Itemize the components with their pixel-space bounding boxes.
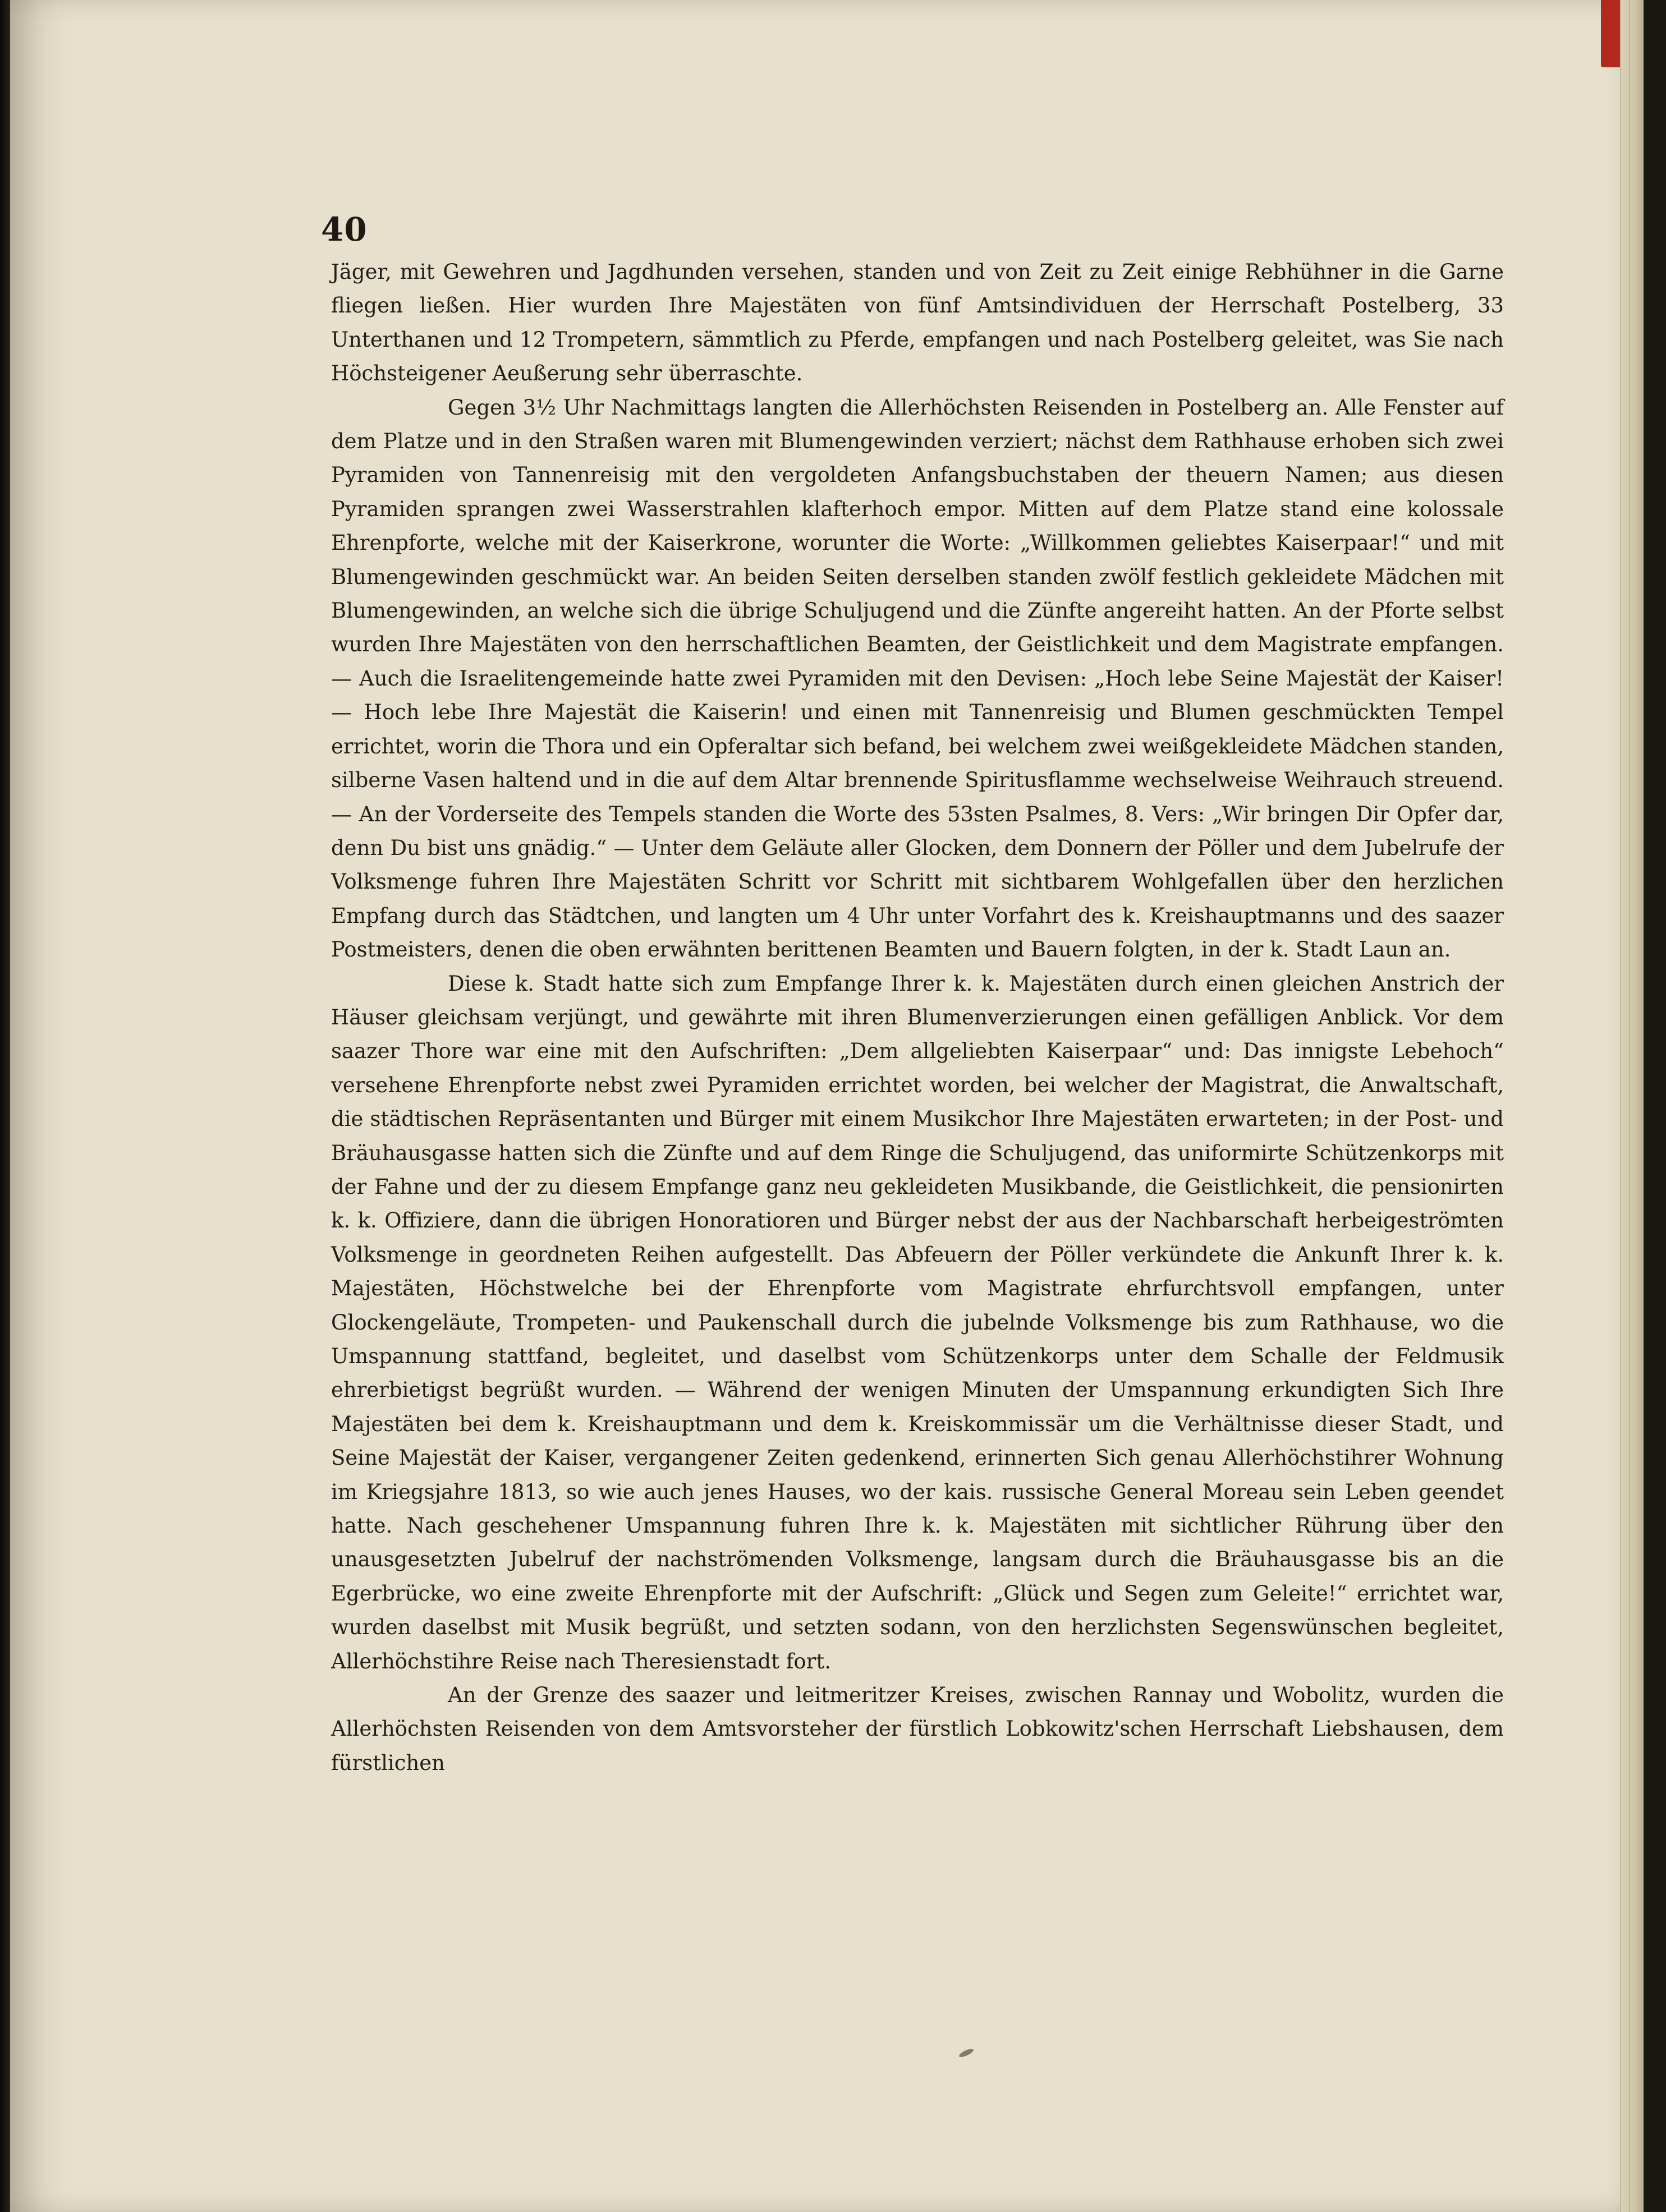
book-spine-edge — [0, 0, 10, 2212]
page-number: 40 — [321, 210, 368, 249]
paragraph-4: An der Grenze des saazer und leitmeritzer Kreises, zwischen Rannay und Wobolitz, wurden die Allerhöchsten Reisenden von dem Amtsvorsteher der fürstlich Lobkowitz'schen Herrschaft Liebshausen, dem fürstlichen — [331, 1683, 1504, 1775]
page-stack-edge — [1620, 0, 1644, 2212]
bookmark-tab — [1601, 0, 1621, 67]
paragraph-2: Gegen 3½ Uhr Nachmittags langten die Allerhöchsten Reisenden in Postelberg an. Alle Fenster auf dem Platze und in den Straßen waren mit Blumengewinden verziert; nächst dem Rathhause erhoben sich zwei Pyramiden von Tannenreisig mit den vergoldeten Anfangsbuchstaben der theuern Namen; aus diesen Pyramiden sprangen zwei Wasserstrahlen klafterhoch empor. Mitten auf dem Platze stand eine kolossale Ehrenpforte, welche mit der Kaiserkrone, worunter die Worte: „Willkommen geliebtes Kaiserpaar!“ und mit Blumengewinden geschmückt war. An beiden Seiten derselben standen zwölf festlich gekleidete Mädchen mit Blumengewinden, an welche sich die übrige Schuljugend und die Zünfte angereiht hatten. An der Pforte selbst wurden Ihre Majestäten von den herrschaftlichen Beamten, der Geistlichkeit und dem Magistrate empfangen. — Auch die Israelitengemeinde hatte zwei Pyramiden mit den Devisen: „Hoch lebe Seine Majestät der Kaiser! — Hoch lebe Ihre Majestät die Kaiserin! und einen mit Tannenreisig und Blumen geschmückten Tempel errichtet, worin die Thora und ein Opferaltar sich befand, bei welchem zwei weißgekleidete Mädchen standen, silberne Vasen haltend und in die auf dem Altar brennende Spiritusflamme wechselweise Weihrauch streuend. — An der Vorderseite des Tempels standen die Worte des 53sten Psalmes, 8. Vers: „Wir bringen Dir Opfer dar, denn Du bist uns gnädig.“ — Unter dem Geläute aller Glocken, dem Donnern der Pöller und dem Jubelrufe der Volksmenge fuhren Ihre Majestäten Schritt vor Schritt mit sichtbarem Wohlgefallen über den herzlichen Empfang durch das Städtchen, und langten um 4 Uhr unter Vorfahrt des k. Kreishauptmanns und des saazer Postmeisters, denen die oben erwähnten berittenen Beamten und Bauern folgten, in der k. Stadt Laun an. — [331, 395, 1504, 962]
body-text — [331, 255, 1504, 1780]
paragraph-1: Jäger, mit Gewehren und Jagdhunden versehen, standen und von Zeit zu Zeit einige Rebhühner in die Garne fliegen ließen. Hier wurden Ihre Majestäten von fünf Amtsindividuen der Herrschaft Postelberg, 33 Unterthanen und 12 Trompetern, sämmtlich zu Pferde, empfangen und nach Postelberg geleitet, was Sie nach Höchsteigener Aeußerung sehr überraschte. — [331, 260, 1504, 386]
paragraph-3: Diese k. Stadt hatte sich zum Empfange Ihrer k. k. Majestäten durch einen gleichen Anstrich der Häuser gleichsam verjüngt, und gewährte mit ihren Blumenverzierungen einen gefälligen Anblick. Vor dem saazer Thore war eine mit den Aufschriften: „Dem allgeliebten Kaiserpaar“ und: Das innigste Lebehoch“ versehene Ehrenpforte nebst zwei Pyramiden errichtet worden, bei welcher der Magistrat, die Anwaltschaft, die städtischen Repräsentanten und Bürger mit einem Musikchor Ihre Majestäten erwarteten; in der Post- und Bräuhausgasse hatten sich die Zünfte und auf dem Ringe die Schuljugend, das uniformirte Schützenkorps mit der Fahne und der zu diesem Empfange ganz neu gekleideten Musikbande, die Geistlichkeit, die pensionirten k. k. Offiziere, dann die übrigen Honoratioren und Bürger nebst der aus der Nachbarschaft herbeigeströmten Volksmenge in geordneten Reihen aufgestellt. Das Abfeuern der Pöller verkündete die Ankunft Ihrer k. k. Majestäten, Höchstwelche bei der Ehrenpforte vom Magistrate ehrfurchtsvoll empfangen, unter Glockengeläute, Trompeten- und Paukenschall durch die jubelnde Volksmenge bis zum Rathhause, wo die Umspannung stattfand, begleitet, und daselbst vom Schützenkorps unter dem Schalle der Feldmusik ehrerbietigst begrüßt wurden. — Während der wenigen Minuten der Umspannung erkundigten Sich Ihre Majestäten bei dem k. Kreishauptmann und dem k. Kreiskommissär um die Verhältnisse dieser Stadt, und Seine Majestät der Kaiser, vergangener Zeiten gedenkend, erinnerten Sich genau Allerhöchstihrer Wohnung im Kriegsjahre 1813, so wie auch jenes Hauses, wo der kais. russische General Moreau sein Leben geendet hatte. Nach geschehener Umspannung fuhren Ihre k. k. Majestäten mit sichtlicher Rührung über den unausgesetzten Jubelruf der nachströmenden Volksmenge, langsam durch die Bräuhausgasse bis an die Egerbrücke, wo eine zweite Ehrenpforte mit der Aufschrift: „Glück und Segen zum Geleite!“ errichtet war, wurden daselbst mit Musik begrüßt, und setzten sodann, von den herzlichsten Segenswünschen begleitet, Allerhöchstihre Reise nach Theresienstadt fort. — [331, 971, 1504, 1673]
paper-blemish — [958, 2048, 974, 2059]
book-page — [10, 0, 1644, 2212]
